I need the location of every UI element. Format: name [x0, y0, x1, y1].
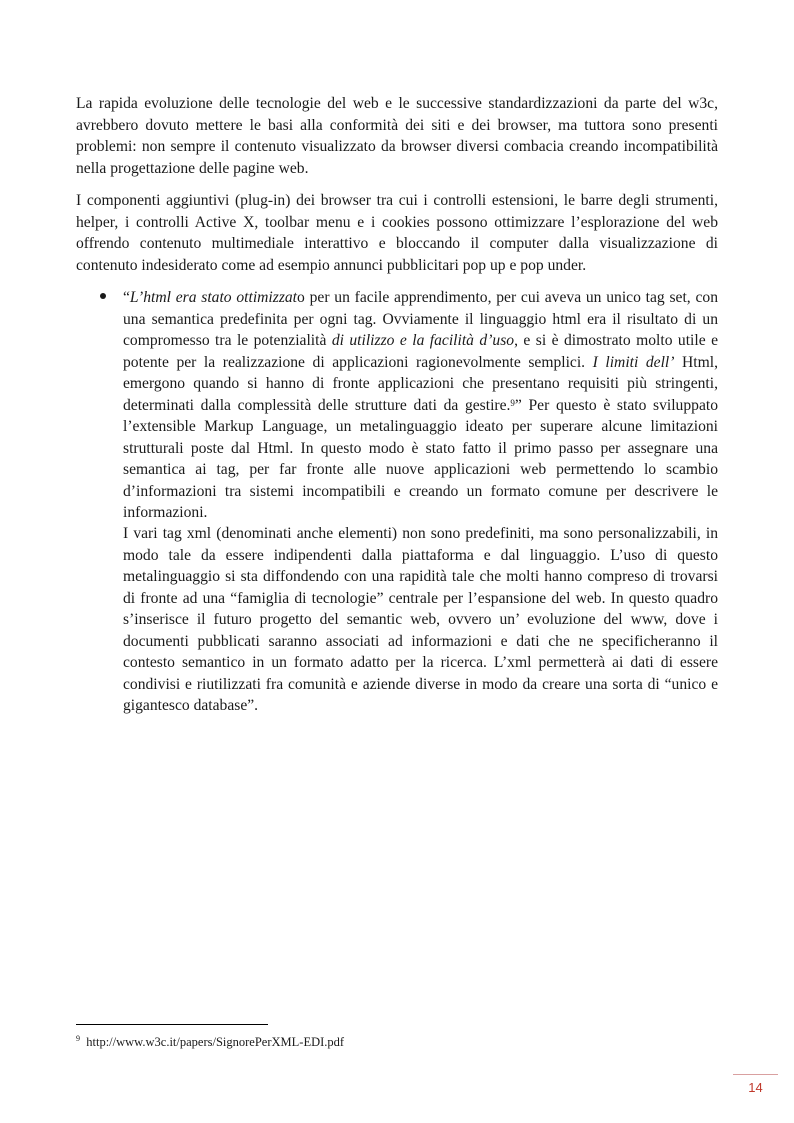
page-number-rule: [733, 1074, 778, 1075]
italic-phrase-3: I limiti dell’: [592, 353, 675, 371]
footnote: [76, 1031, 344, 1050]
footnote-number: 9: [76, 1034, 80, 1043]
open-quote: “: [123, 289, 130, 306]
bullet-text-2: , e si è dimostrato molto utile e potente per la realizzazione di applicazioni ragionevolmente semplici.: [123, 332, 719, 371]
bullet-paragraph-2: I vari tag xml (denominati anche elementi) non sono predefiniti, ma sono personalizzabili, in modo tale da essere indipendenti dalla piattaforma e dal linguaggio. L’uso di questo metalinguaggio si sta diffondendo con una rapidità tale che molti hanno compreso di trovarsi di fronte ad una “famiglia di tecnologie” centrale per l’espansione del web. In questo quadro s’inserisce il futuro progetto del semantic web, ovvero un’ evoluzione del www, dove i documenti pubblicati saranno associati ad informazioni e dati che ne specificheranno il contesto semantico in un formato adatto per la ricerca. L’xml permetterà ai dati di essere condivisi e riutilizzati fra comunità e aziende diverse in modo da creare una sorta di “unico e gigantesco database”.: [123, 525, 718, 714]
body-paragraph-1: La rapida evoluzione delle tecnologie del web e le successive standardizzazioni da parte del w3c, avrebbero dovuto mettere le basi alla conformità dei siti e dei browser, ma tuttora sono presenti problemi: non sempre il contenuto visualizzato da browser diversi combacia creando incompatibilità nella progettazione delle pagine web.: [76, 95, 718, 177]
page-number: 14: [748, 1080, 763, 1095]
footnote-separator: [76, 1024, 268, 1025]
bullet-text-4: Per questo è stato sviluppato l’extensible Markup Language, un metalinguaggio ideato per superare alcune limitazioni strutturali poste dal Html. In questo modo è stato fatto il primo passo per assegnare una semantica ai tag, per far fronte alle nuove applicazioni web permettendo lo scambio d’informazioni tra sistemi incompatibili e creando un formato comune per descrivere le informazioni.: [123, 396, 719, 521]
italic-phrase-2: di utilizzo e la facilità d’uso: [331, 332, 515, 349]
italic-phrase-1: L’html era stato ottimizzat: [129, 289, 298, 306]
body-paragraph-2: I componenti aggiuntivi (plug-in) dei browser tra cui i controlli estensioni, le barre degli strumenti, helper, i controlli Active X, toolbar menu e i cookies possono ottimizzare l’esplorazione del web offrendo contenuto multimediale interattivo e bloccando il computer dalla visualizzazione di contenuto indesiderato come ad esempio annunci pubblicitari pop up e pop under.: [76, 192, 718, 274]
footnote-reference[interactable]: 9: [510, 397, 515, 408]
bullet-dot-icon: [100, 293, 106, 299]
bullet-text-1: o per un facile apprendimento, per cui aveva un unico tag set, con una semantica predefinita per ogni tag. Ovviamente il linguaggio html era il risultato di un compromesso tra le potenzialità: [123, 289, 718, 349]
footnote-link[interactable]: http://www.w3c.it/papers/SignorePerXML-EDI.pdf: [86, 1035, 345, 1050]
close-quote: ”: [514, 396, 522, 414]
bullet-text-3: Html, emergono quando si hanno di fronte applicazioni che presentano requisiti più stringenti, determinati dalla complessità delle strutture dati da gestire.: [123, 353, 718, 414]
bullet-paragraph-1: [123, 287, 718, 524]
